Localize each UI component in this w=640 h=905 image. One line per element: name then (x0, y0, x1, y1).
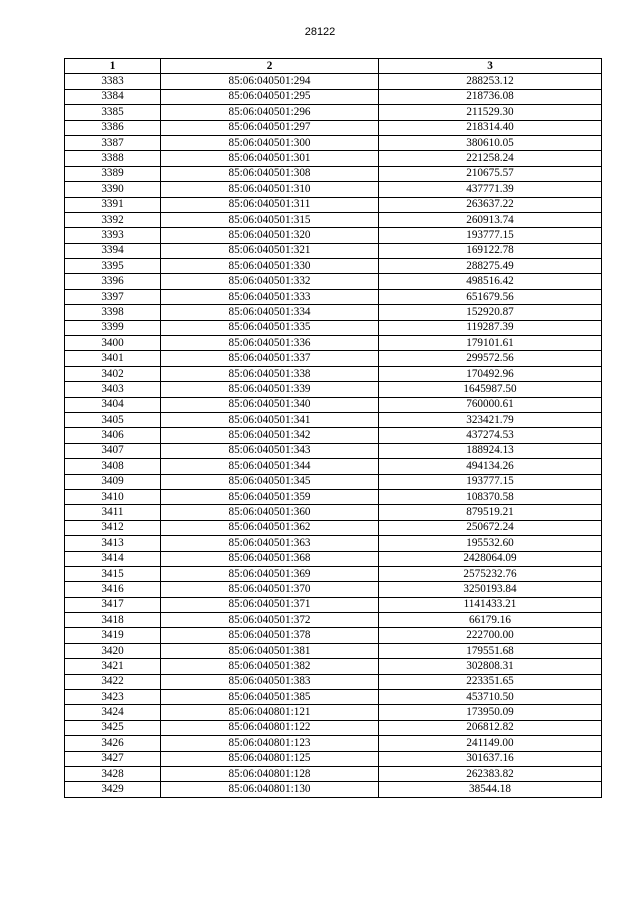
row-number-cell: 3424 (65, 705, 161, 720)
cadastral-number-cell: 85:06:040501:362 (161, 520, 379, 535)
table-row (65, 643, 602, 658)
table-row (65, 613, 602, 628)
row-number-cell: 3396 (65, 274, 161, 289)
value-cell: 2575232.76 (379, 566, 602, 581)
value-cell: 210675.57 (379, 166, 602, 181)
value-cell: 179551.68 (379, 643, 602, 658)
cadastral-number-cell: 85:06:040501:294 (161, 74, 379, 89)
cadastral-number-cell: 85:06:040501:340 (161, 397, 379, 412)
cadastral-number-cell: 85:06:040501:383 (161, 674, 379, 689)
table-row (65, 505, 602, 520)
cadastral-number-cell: 85:06:040801:122 (161, 720, 379, 735)
cadastral-number-cell: 85:06:040501:300 (161, 135, 379, 150)
cadastral-number-cell: 85:06:040501:359 (161, 489, 379, 504)
cadastral-number-cell: 85:06:040501:334 (161, 305, 379, 320)
table-row (65, 197, 602, 212)
table-row (65, 736, 602, 751)
row-number-cell: 3408 (65, 459, 161, 474)
value-cell: 260913.74 (379, 212, 602, 227)
value-cell: 760000.61 (379, 397, 602, 412)
table-row (65, 182, 602, 197)
row-number-cell: 3401 (65, 351, 161, 366)
cadastral-number-cell: 85:06:040501:385 (161, 690, 379, 705)
row-number-cell: 3427 (65, 751, 161, 766)
cadastral-number-cell: 85:06:040501:321 (161, 243, 379, 258)
cadastral-number-cell: 85:06:040501:315 (161, 212, 379, 227)
value-cell: 302808.31 (379, 659, 602, 674)
value-cell: 222700.00 (379, 628, 602, 643)
table-row (65, 782, 602, 797)
table-row (65, 397, 602, 412)
table-row (65, 474, 602, 489)
table-row (65, 259, 602, 274)
table-row (65, 120, 602, 135)
cadastral-number-cell: 85:06:040501:360 (161, 505, 379, 520)
value-cell: 38544.18 (379, 782, 602, 797)
table-row (65, 720, 602, 735)
value-cell: 193777.15 (379, 228, 602, 243)
cadastral-number-cell: 85:06:040801:121 (161, 705, 379, 720)
cadastral-value-table (64, 58, 602, 798)
cadastral-number-cell: 85:06:040501:320 (161, 228, 379, 243)
row-number-cell: 3413 (65, 536, 161, 551)
row-number-cell: 3395 (65, 259, 161, 274)
table-row (65, 351, 602, 366)
value-cell: 651679.56 (379, 289, 602, 304)
table-row (65, 690, 602, 705)
cadastral-number-cell: 85:06:040501:296 (161, 105, 379, 120)
row-number-cell: 3425 (65, 720, 161, 735)
value-cell: 437274.53 (379, 428, 602, 443)
row-number-cell: 3406 (65, 428, 161, 443)
table-body (65, 74, 602, 797)
cadastral-number-cell: 85:06:040501:308 (161, 166, 379, 181)
row-number-cell: 3398 (65, 305, 161, 320)
value-cell: 119287.39 (379, 320, 602, 335)
table-row (65, 751, 602, 766)
cadastral-number-cell: 85:06:040501:301 (161, 151, 379, 166)
cadastral-number-cell: 85:06:040501:372 (161, 613, 379, 628)
row-number-cell: 3416 (65, 582, 161, 597)
value-cell: 380610.05 (379, 135, 602, 150)
cadastral-number-cell: 85:06:040501:368 (161, 551, 379, 566)
table-row (65, 628, 602, 643)
row-number-cell: 3409 (65, 474, 161, 489)
row-number-cell: 3429 (65, 782, 161, 797)
value-cell: 453710.50 (379, 690, 602, 705)
cadastral-number-cell: 85:06:040501:363 (161, 536, 379, 551)
value-cell: 241149.00 (379, 736, 602, 751)
row-number-cell: 3419 (65, 628, 161, 643)
row-number-cell: 3389 (65, 166, 161, 181)
value-cell: 3250193.84 (379, 582, 602, 597)
cadastral-number-cell: 85:06:040501:333 (161, 289, 379, 304)
table-row (65, 151, 602, 166)
table-row (65, 166, 602, 181)
table-row (65, 274, 602, 289)
column-header-3: 3 (379, 59, 602, 74)
row-number-cell: 3393 (65, 228, 161, 243)
cadastral-number-cell: 85:06:040801:130 (161, 782, 379, 797)
table-row (65, 566, 602, 581)
table-row (65, 382, 602, 397)
value-cell: 169122.78 (379, 243, 602, 258)
value-cell: 179101.61 (379, 336, 602, 351)
value-cell: 218314.40 (379, 120, 602, 135)
row-number-cell: 3407 (65, 443, 161, 458)
table-row (65, 459, 602, 474)
row-number-cell: 3385 (65, 105, 161, 120)
cadastral-number-cell: 85:06:040501:345 (161, 474, 379, 489)
table-row (65, 659, 602, 674)
value-cell: 195532.60 (379, 536, 602, 551)
value-cell: 1141433.21 (379, 597, 602, 612)
cadastral-number-cell: 85:06:040501:310 (161, 182, 379, 197)
row-number-cell: 3411 (65, 505, 161, 520)
table-row (65, 428, 602, 443)
cadastral-number-cell: 85:06:040501:343 (161, 443, 379, 458)
cadastral-number-cell: 85:06:040801:123 (161, 736, 379, 751)
value-cell: 288275.49 (379, 259, 602, 274)
value-cell: 221258.24 (379, 151, 602, 166)
value-cell: 301637.16 (379, 751, 602, 766)
table-row (65, 320, 602, 335)
cadastral-number-cell: 85:06:040501:378 (161, 628, 379, 643)
value-cell: 218736.08 (379, 89, 602, 104)
table-row (65, 212, 602, 227)
value-cell: 262383.82 (379, 766, 602, 781)
cadastral-number-cell: 85:06:040501:337 (161, 351, 379, 366)
row-number-cell: 3387 (65, 135, 161, 150)
value-cell: 211529.30 (379, 105, 602, 120)
value-cell: 108370.58 (379, 489, 602, 504)
cadastral-number-cell: 85:06:040501:369 (161, 566, 379, 581)
value-cell: 173950.09 (379, 705, 602, 720)
table-row (65, 412, 602, 427)
cadastral-number-cell: 85:06:040501:344 (161, 459, 379, 474)
table-row (65, 228, 602, 243)
table-row (65, 305, 602, 320)
cadastral-number-cell: 85:06:040501:332 (161, 274, 379, 289)
cadastral-number-cell: 85:06:040501:342 (161, 428, 379, 443)
header-row (65, 59, 602, 74)
row-number-cell: 3405 (65, 412, 161, 427)
page-number: 28122 (304, 26, 336, 38)
row-number-cell: 3422 (65, 674, 161, 689)
row-number-cell: 3390 (65, 182, 161, 197)
cadastral-number-cell: 85:06:040501:335 (161, 320, 379, 335)
table-row (65, 336, 602, 351)
value-cell: 66179.16 (379, 613, 602, 628)
table-row (65, 289, 602, 304)
table-row (65, 674, 602, 689)
table-row (65, 766, 602, 781)
cadastral-number-cell: 85:06:040501:295 (161, 89, 379, 104)
value-cell: 250672.24 (379, 520, 602, 535)
table-row (65, 536, 602, 551)
cadastral-number-cell: 85:06:040501:338 (161, 366, 379, 381)
row-number-cell: 3383 (65, 74, 161, 89)
row-number-cell: 3388 (65, 151, 161, 166)
row-number-cell: 3400 (65, 336, 161, 351)
row-number-cell: 3397 (65, 289, 161, 304)
row-number-cell: 3426 (65, 736, 161, 751)
table-row (65, 74, 602, 89)
value-cell: 206812.82 (379, 720, 602, 735)
row-number-cell: 3412 (65, 520, 161, 535)
value-cell: 170492.96 (379, 366, 602, 381)
row-number-cell: 3403 (65, 382, 161, 397)
value-cell: 188924.13 (379, 443, 602, 458)
row-number-cell: 3404 (65, 397, 161, 412)
table-row (65, 105, 602, 120)
value-cell: 152920.87 (379, 305, 602, 320)
cadastral-number-cell: 85:06:040501:330 (161, 259, 379, 274)
table-row (65, 135, 602, 150)
cadastral-number-cell: 85:06:040501:336 (161, 336, 379, 351)
row-number-cell: 3428 (65, 766, 161, 781)
row-number-cell: 3415 (65, 566, 161, 581)
row-number-cell: 3399 (65, 320, 161, 335)
row-number-cell: 3417 (65, 597, 161, 612)
row-number-cell: 3392 (65, 212, 161, 227)
table-row (65, 705, 602, 720)
cadastral-number-cell: 85:06:040801:125 (161, 751, 379, 766)
row-number-cell: 3423 (65, 690, 161, 705)
value-cell: 1645987.50 (379, 382, 602, 397)
table-row (65, 89, 602, 104)
row-number-cell: 3420 (65, 643, 161, 658)
row-number-cell: 3384 (65, 89, 161, 104)
cadastral-number-cell: 85:06:040501:370 (161, 582, 379, 597)
column-header-1: 1 (65, 59, 161, 74)
row-number-cell: 3414 (65, 551, 161, 566)
table-row (65, 582, 602, 597)
value-cell: 323421.79 (379, 412, 602, 427)
column-header-2: 2 (161, 59, 379, 74)
row-number-cell: 3402 (65, 366, 161, 381)
cadastral-number-cell: 85:06:040501:382 (161, 659, 379, 674)
table-row (65, 489, 602, 504)
table-row (65, 443, 602, 458)
value-cell: 288253.12 (379, 74, 602, 89)
table-row (65, 243, 602, 258)
row-number-cell: 3394 (65, 243, 161, 258)
value-cell: 437771.39 (379, 182, 602, 197)
cadastral-number-cell: 85:06:040801:128 (161, 766, 379, 781)
row-number-cell: 3410 (65, 489, 161, 504)
table-row (65, 597, 602, 612)
table-header (65, 59, 602, 74)
cadastral-number-cell: 85:06:040501:381 (161, 643, 379, 658)
value-cell: 2428064.09 (379, 551, 602, 566)
value-cell: 498516.42 (379, 274, 602, 289)
value-cell: 299572.56 (379, 351, 602, 366)
row-number-cell: 3386 (65, 120, 161, 135)
row-number-cell: 3421 (65, 659, 161, 674)
cadastral-number-cell: 85:06:040501:341 (161, 412, 379, 427)
cadastral-number-cell: 85:06:040501:371 (161, 597, 379, 612)
row-number-cell: 3391 (65, 197, 161, 212)
table-row (65, 366, 602, 381)
value-cell: 193777.15 (379, 474, 602, 489)
value-cell: 223351.65 (379, 674, 602, 689)
table-row (65, 520, 602, 535)
cadastral-number-cell: 85:06:040501:311 (161, 197, 379, 212)
value-cell: 879519.21 (379, 505, 602, 520)
cadastral-number-cell: 85:06:040501:297 (161, 120, 379, 135)
table-row (65, 551, 602, 566)
row-number-cell: 3418 (65, 613, 161, 628)
value-cell: 263637.22 (379, 197, 602, 212)
cadastral-number-cell: 85:06:040501:339 (161, 382, 379, 397)
value-cell: 494134.26 (379, 459, 602, 474)
